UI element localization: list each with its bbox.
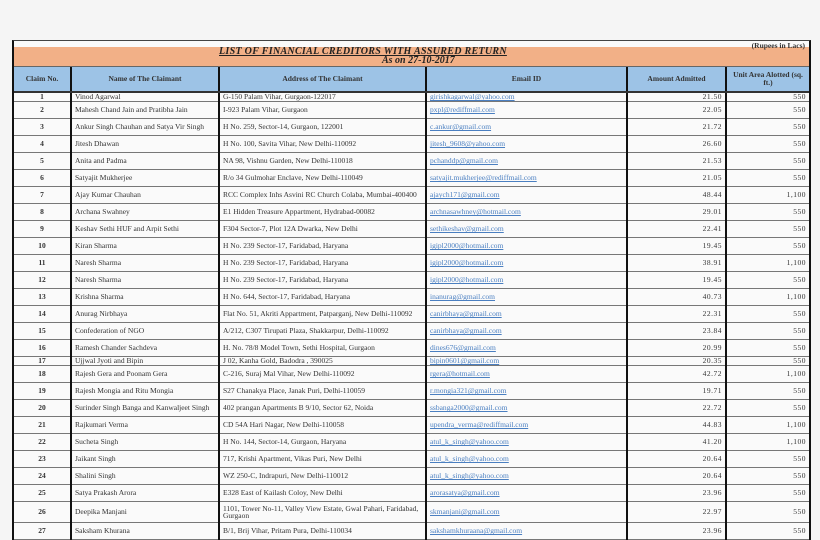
amount-admitted: 22.97 <box>627 502 726 523</box>
table-row <box>14 523 809 540</box>
claimant-address: R/o 34 Gulmohar Enclave, New Delhi-110049 <box>219 170 426 187</box>
claimant-name: Surinder Singh Banga and Kanwaljeet Singh <box>71 400 219 417</box>
col-address: Address of The Claimant <box>219 67 426 92</box>
document-subtitle: As on 27-10-2017 <box>382 55 455 66</box>
claimant-name: Satyajit Mukherjee <box>71 170 219 187</box>
amount-admitted: 22.72 <box>627 400 726 417</box>
col-email: Email ID <box>426 67 627 92</box>
claimant-name: Kiran Sharma <box>71 238 219 255</box>
email-link[interactable]: canirbhaya@gmail.com <box>426 323 627 340</box>
unit-area: 550 <box>726 170 809 187</box>
claimant-address: 717, Krishi Apartment, Vikas Puri, New Delhi <box>219 451 426 468</box>
table-row <box>14 221 809 238</box>
amount-admitted: 44.83 <box>627 417 726 434</box>
email-link[interactable]: archnasawhney@hotmail.com <box>426 204 627 221</box>
claimant-name: Anita and Padma <box>71 153 219 170</box>
email-link[interactable]: bipin0601@gmail.com <box>426 357 627 366</box>
email-link[interactable]: pchanddp@gmail.com <box>426 153 627 170</box>
email-link[interactable]: ssbanga2000@gmail.com <box>426 400 627 417</box>
table-row <box>14 400 809 417</box>
claim-number: 27 <box>14 523 71 540</box>
amount-admitted: 23.96 <box>627 485 726 502</box>
table-row <box>14 357 809 366</box>
claim-number: 7 <box>14 187 71 204</box>
table-row <box>14 119 809 136</box>
unit-area: 1,100 <box>726 434 809 451</box>
email-link[interactable]: c.ankur@gmail.com <box>426 119 627 136</box>
claimant-address: H No. 644, Sector-17, Faridabad, Haryana <box>219 289 426 306</box>
claimant-name: Rajesh Mongia and Ritu Mongia <box>71 383 219 400</box>
claim-number: 26 <box>14 502 71 523</box>
table-row <box>14 170 809 187</box>
claim-number: 21 <box>14 417 71 434</box>
amount-admitted: 20.64 <box>627 451 726 468</box>
claimant-address: NA 98, Vishnu Garden, New Delhi-110018 <box>219 153 426 170</box>
unit-area: 1,100 <box>726 366 809 383</box>
claim-number: 25 <box>14 485 71 502</box>
claimant-address: G-150 Palam Vihar, Gurgaon-122017 <box>219 92 426 102</box>
claim-number: 13 <box>14 289 71 306</box>
unit-area: 1,100 <box>726 289 809 306</box>
claim-number: 15 <box>14 323 71 340</box>
col-amount: Amount Admitted <box>627 67 726 92</box>
claimant-name: Ajay Kumar Chauhan <box>71 187 219 204</box>
table-row <box>14 434 809 451</box>
unit-area: 550 <box>726 468 809 485</box>
claim-number: 16 <box>14 340 71 357</box>
table-row <box>14 366 809 383</box>
claimant-name: Jitesh Dhawan <box>71 136 219 153</box>
unit-area: 550 <box>726 383 809 400</box>
amount-admitted: 20.35 <box>627 357 726 366</box>
claim-number: 17 <box>14 357 71 366</box>
email-link[interactable]: dines676@gmail.com <box>426 340 627 357</box>
unit-area: 1,100 <box>726 255 809 272</box>
claim-number: 22 <box>14 434 71 451</box>
amount-admitted: 19.45 <box>627 238 726 255</box>
table-row <box>14 92 809 102</box>
claim-number: 20 <box>14 400 71 417</box>
claimant-address: H No. 144, Sector-14, Gurgaon, Haryana <box>219 434 426 451</box>
email-link[interactable]: igipl2000@hotmail.com <box>426 272 627 289</box>
email-link[interactable]: sakshamkhuraana@gmail.com <box>426 523 627 540</box>
table-row <box>14 289 809 306</box>
amount-admitted: 21.05 <box>627 170 726 187</box>
unit-area: 550 <box>726 451 809 468</box>
email-link[interactable]: sethikeshav@gmail.com <box>426 221 627 238</box>
table-row <box>14 238 809 255</box>
email-link[interactable]: canirbhaya@gmail.com <box>426 306 627 323</box>
unit-area: 550 <box>726 136 809 153</box>
creditors-sheet <box>12 40 811 540</box>
claim-number: 3 <box>14 119 71 136</box>
amount-admitted: 21.50 <box>627 92 726 102</box>
amount-admitted: 38.91 <box>627 255 726 272</box>
unit-area: 550 <box>726 92 809 102</box>
unit-area: 550 <box>726 102 809 119</box>
table-row <box>14 468 809 485</box>
email-link[interactable]: satyajit.mukherjee@rediffmail.com <box>426 170 627 187</box>
amount-admitted: 22.31 <box>627 306 726 323</box>
unit-area: 550 <box>726 119 809 136</box>
table-row <box>14 306 809 323</box>
table-row <box>14 204 809 221</box>
claimant-name: Naresh Sharma <box>71 272 219 289</box>
email-link[interactable]: upendra_verma@rediffmail.com <box>426 417 627 434</box>
claimant-address: CD 54A Hari Nagar, New Delhi-110058 <box>219 417 426 434</box>
claimant-address: RCC Complex Inhs Asvini RC Church Colaba, Mumbai-400400 <box>219 187 426 204</box>
table-row <box>14 451 809 468</box>
claimant-name: Deepika Manjani <box>71 502 219 523</box>
unit-area: 550 <box>726 400 809 417</box>
unit-area: 550 <box>726 204 809 221</box>
claim-number: 2 <box>14 102 71 119</box>
email-link[interactable]: ajaych171@gmail.com <box>426 187 627 204</box>
claimant-name: Shalini Singh <box>71 468 219 485</box>
amount-admitted: 20.64 <box>627 468 726 485</box>
unit-area: 1,100 <box>726 187 809 204</box>
table-row <box>14 502 809 523</box>
col-claim-no: Claim No. <box>14 67 71 92</box>
claimant-name: Vinod Agarwal <box>71 92 219 102</box>
amount-admitted: 22.41 <box>627 221 726 238</box>
claimant-name: Keshav Sethi HUF and Arpit Sethi <box>71 221 219 238</box>
amount-admitted: 26.60 <box>627 136 726 153</box>
claimant-name: Mahesh Chand Jain and Pratibha Jain <box>71 102 219 119</box>
table-row <box>14 153 809 170</box>
header-row <box>14 67 809 92</box>
claim-number: 5 <box>14 153 71 170</box>
table-row <box>14 187 809 204</box>
claim-number: 4 <box>14 136 71 153</box>
claimant-name: Jaikant Singh <box>71 451 219 468</box>
title-band <box>14 41 809 67</box>
claimant-address: I-923 Palam Vihar, Gurgaon <box>219 102 426 119</box>
table-row <box>14 323 809 340</box>
email-link[interactable]: atul_k_singh@yahoo.com <box>426 468 627 485</box>
email-link[interactable]: inanurag@gmail.com <box>426 289 627 306</box>
claimant-address: H No. 259, Sector-14, Gurgaon, 122001 <box>219 119 426 136</box>
claim-number: 9 <box>14 221 71 238</box>
claimant-address: E328 East of Kailash Coloy, New Delhi <box>219 485 426 502</box>
table-row <box>14 340 809 357</box>
claimant-name: Ujjwal Jyoti and Bipin <box>71 357 219 366</box>
col-name: Name of The Claimant <box>71 67 219 92</box>
amount-admitted: 19.71 <box>627 383 726 400</box>
amount-admitted: 21.53 <box>627 153 726 170</box>
claimant-address: H No. 100, Savita Vihar, New Delhi-110092 <box>219 136 426 153</box>
units-note: (Rupees in Lacs) <box>751 41 805 50</box>
email-link[interactable]: igipl2000@hotmail.com <box>426 238 627 255</box>
email-link[interactable]: arorasatya@gmail.com <box>426 485 627 502</box>
unit-area: 550 <box>726 306 809 323</box>
unit-area: 550 <box>726 323 809 340</box>
creditors-table <box>14 67 809 540</box>
table-row <box>14 417 809 434</box>
claim-number: 12 <box>14 272 71 289</box>
claimant-address: E1 Hidden Treasure Appartment, Hydrabad-00082 <box>219 204 426 221</box>
email-link[interactable]: girishkagarwal@yahoo.com <box>426 92 627 102</box>
unit-area: 550 <box>726 485 809 502</box>
claimant-address: S27 Chanakya Place, Janak Puri, Delhi-110059 <box>219 383 426 400</box>
document-title: LIST OF FINANCIAL CREDITORS WITH ASSURED RETURN <box>219 46 507 57</box>
claimant-address: H No. 239 Sector-17, Faridabad, Haryana <box>219 272 426 289</box>
unit-area: 550 <box>726 272 809 289</box>
claimant-address: 402 prangan Apartments B 9/10, Sector 62, Noida <box>219 400 426 417</box>
amount-admitted: 48.44 <box>627 187 726 204</box>
amount-admitted: 40.73 <box>627 289 726 306</box>
claimant-name: Anurag Nirbhaya <box>71 306 219 323</box>
claimant-address: H No. 239 Sector-17, Faridabad, Haryana <box>219 255 426 272</box>
claimant-name: Ramesh Chander Sachdeva <box>71 340 219 357</box>
amount-admitted: 29.01 <box>627 204 726 221</box>
claimant-name: Rajesh Gera and Poonam Gera <box>71 366 219 383</box>
claimant-address: H No. 239 Sector-17, Faridabad, Haryana <box>219 238 426 255</box>
table-row <box>14 255 809 272</box>
amount-admitted: 42.72 <box>627 366 726 383</box>
email-link[interactable]: atul_k_singh@yahoo.com <box>426 434 627 451</box>
claim-number: 23 <box>14 451 71 468</box>
claimant-name: Rajkumari Verma <box>71 417 219 434</box>
table-row <box>14 272 809 289</box>
claim-number: 24 <box>14 468 71 485</box>
claim-number: 19 <box>14 383 71 400</box>
table-row <box>14 102 809 119</box>
table-row <box>14 383 809 400</box>
email-link[interactable]: igipl2000@hotmail.com <box>426 255 627 272</box>
claimant-address: H. No. 78/8 Model Town, Sethi Hospital, Gurgaon <box>219 340 426 357</box>
claimant-address: J 02, Kanha Gold, Badodra , 390025 <box>219 357 426 366</box>
claimant-name: Confederation of NGO <box>71 323 219 340</box>
claim-number: 6 <box>14 170 71 187</box>
claimant-address: 1101, Tower No-11, Valley View Estate, Gwal Pahari, Faridabad, Gurgaon <box>219 502 426 523</box>
amount-admitted: 41.20 <box>627 434 726 451</box>
unit-area: 550 <box>726 357 809 366</box>
unit-area: 550 <box>726 153 809 170</box>
amount-admitted: 23.96 <box>627 523 726 540</box>
claimant-name: Saksham Khurana <box>71 523 219 540</box>
unit-area: 550 <box>726 221 809 238</box>
email-link[interactable]: rgera@hotmail.com <box>426 366 627 383</box>
claim-number: 11 <box>14 255 71 272</box>
amount-admitted: 20.99 <box>627 340 726 357</box>
email-link[interactable]: r.mongia321@gmail.com <box>426 383 627 400</box>
claimant-address: A/212, C307 Tirupati Plaza, Shakkarpur, Delhi-110092 <box>219 323 426 340</box>
table-row <box>14 485 809 502</box>
claim-number: 8 <box>14 204 71 221</box>
claimant-address: WZ 250-C, Indrapuri, New Delhi-110012 <box>219 468 426 485</box>
claimant-address: B/1, Brij Vihar, Pritam Pura, Delhi-110034 <box>219 523 426 540</box>
claimant-address: F304 Sector-7, Plot 12A Dwarka, New Delhi <box>219 221 426 238</box>
unit-area: 550 <box>726 238 809 255</box>
claimant-name: Ankur Singh Chauhan and Satya Vir Singh <box>71 119 219 136</box>
claimant-name: Naresh Sharma <box>71 255 219 272</box>
amount-admitted: 19.45 <box>627 272 726 289</box>
claim-number: 18 <box>14 366 71 383</box>
unit-area: 550 <box>726 502 809 523</box>
claimant-address: Flat No. 51, Akriti Appartment, Patparganj, New Delhi-110092 <box>219 306 426 323</box>
email-link[interactable]: atul_k_singh@yahoo.com <box>426 451 627 468</box>
email-link[interactable]: jitesh_9608@yahoo.com <box>426 136 627 153</box>
amount-admitted: 23.84 <box>627 323 726 340</box>
claimant-name: Krishna Sharma <box>71 289 219 306</box>
col-area: Unit Area Alotted (sq. ft.) <box>726 67 809 92</box>
unit-area: 550 <box>726 523 809 540</box>
unit-area: 550 <box>726 340 809 357</box>
claim-number: 1 <box>14 92 71 102</box>
unit-area: 1,100 <box>726 417 809 434</box>
claim-number: 10 <box>14 238 71 255</box>
email-link[interactable]: skmanjani@gmail.com <box>426 502 627 523</box>
amount-admitted: 22.05 <box>627 102 726 119</box>
claimant-address: C-216, Suraj Mal Vihar, New Delhi-110092 <box>219 366 426 383</box>
amount-admitted: 21.72 <box>627 119 726 136</box>
claimant-name: Archana Swahney <box>71 204 219 221</box>
table-row <box>14 136 809 153</box>
claimant-name: Sucheta Singh <box>71 434 219 451</box>
email-link[interactable]: pxpl@rediffmail.com <box>426 102 627 119</box>
claimant-name: Satya Prakash Arora <box>71 485 219 502</box>
claim-number: 14 <box>14 306 71 323</box>
